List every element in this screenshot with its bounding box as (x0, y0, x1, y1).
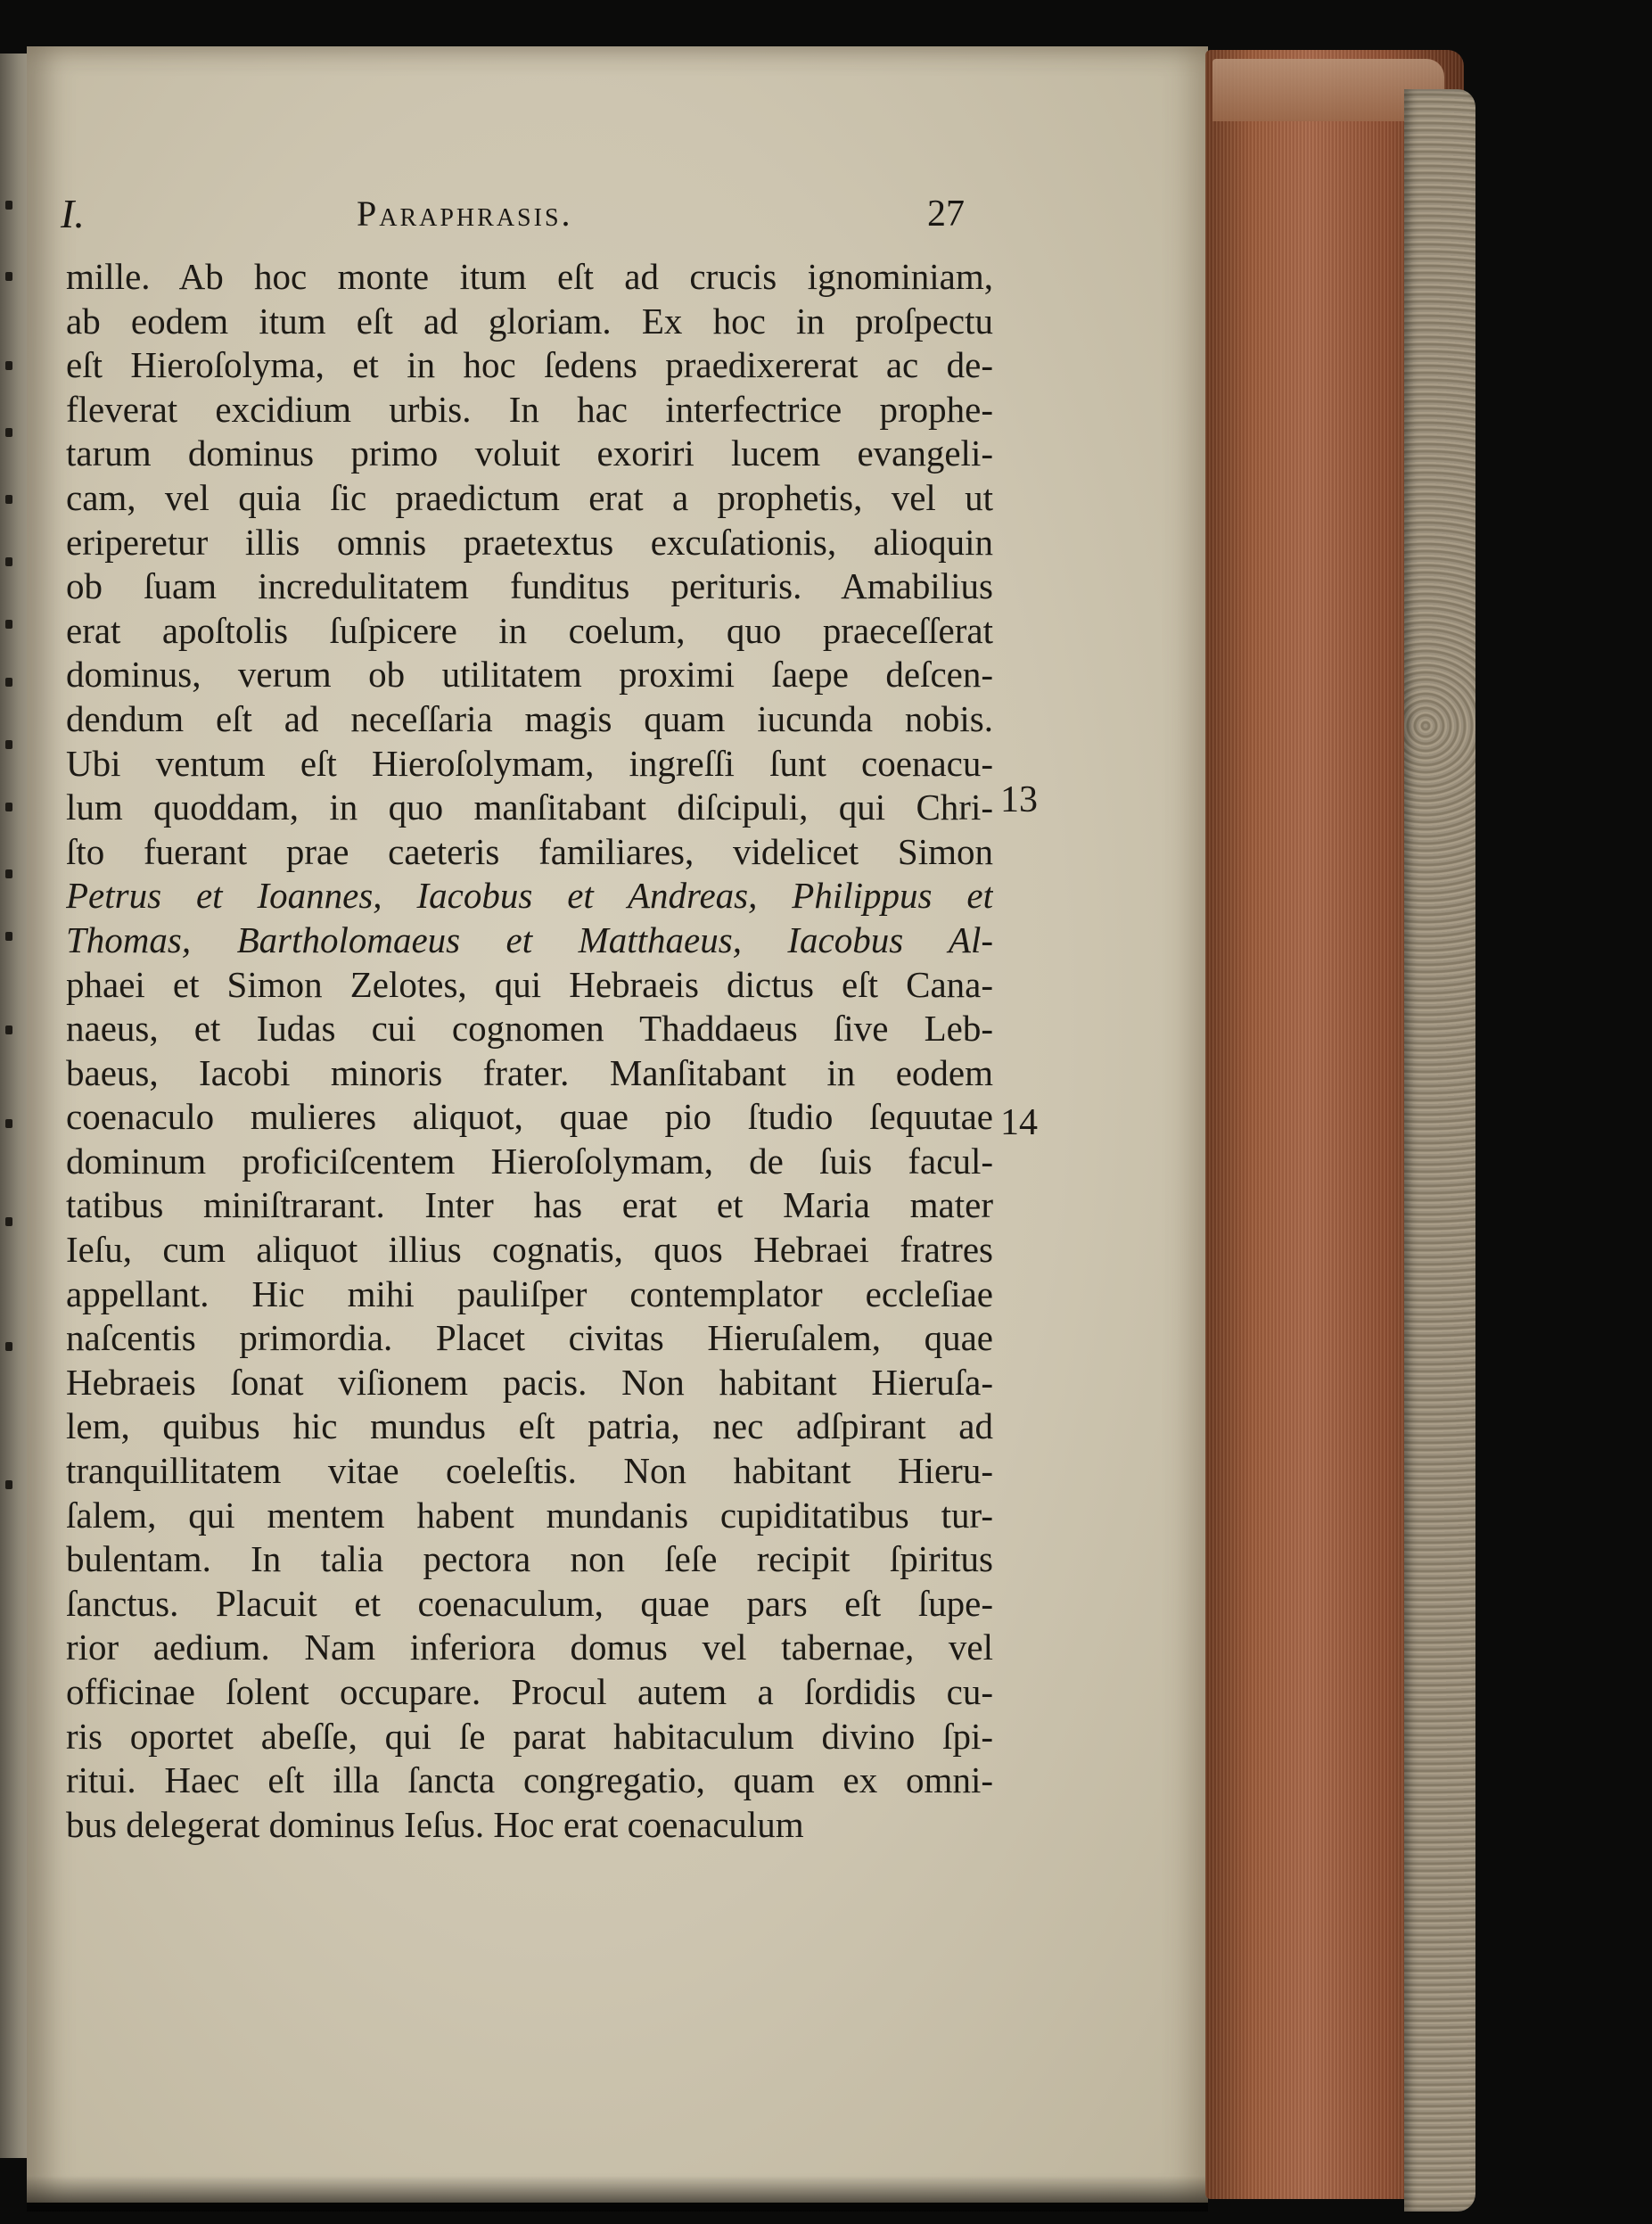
text-line: coenaculo mulieres aliquot, quae pio ſtudio ſequutae (66, 1096, 993, 1138)
text-line: fleverat excidium urbis. In hac interfectrice prophe- (66, 388, 993, 430)
text-line: mille. Ab hoc monte itum eſt ad crucis ignominiam, (66, 256, 993, 297)
verse-number: 14 (1000, 1102, 1038, 1143)
text-line: officinae ſolent occupare. Procul autem a ſordidis cu- (66, 1671, 993, 1712)
text-line: ſanctus. Placuit et coenaculum, quae pars eſt ſupe- (66, 1582, 993, 1624)
text-line: ritui. Haec eſt illa ſancta congregatio, quam ex omni- (66, 1759, 993, 1801)
text-line: ſalem, qui mentem habent mundanis cupiditatibus tur- (66, 1494, 993, 1536)
text-line: ob ſuam incredulitatem funditus perituris. Amabilius (66, 565, 993, 607)
text-line: phaei et Simon Zelotes, qui Hebraeis dictus eſt Cana- (66, 963, 993, 1005)
text-line: erat apoſtolis ſuſpicere in coelum, quo praeceſſerat (66, 609, 993, 651)
text-line: ris oportet abeſſe, qui ſe parat habitaculum divino ſpi- (66, 1715, 993, 1757)
text-line: Ubi ventum eſt Hieroſolymam, ingreſſi ſunt coenacu- (66, 742, 993, 784)
text-line: lem, quibus hic mundus eſt patria, nec adſpirant ad (66, 1405, 993, 1447)
chapter-number: I. (61, 191, 85, 236)
text-line: Ieſu, cum aliquot illius cognatis, quos Hebraei fratres (66, 1229, 993, 1271)
running-header (0, 189, 1652, 243)
text-line: dominum proficiſcentem Hieroſolymam, de ſuis facul- (66, 1140, 993, 1182)
verse-number: 13 (1000, 779, 1038, 820)
main-text (66, 255, 993, 1847)
text-line: cam, vel quia ſic praedictum erat a prophetis, vel ut (66, 476, 993, 518)
text-line: naeus, et Iudas cui cognomen Thaddaeus ſive Leb- (66, 1008, 993, 1050)
text-line: Hebraeis ſonat viſionem pacis. Non habitant Hieruſa- (66, 1361, 993, 1403)
page-bottom-shadow (27, 2176, 1208, 2212)
text-line: ſto fuerant prae caeteris familiares, videlicet Simon (66, 830, 993, 872)
text-line: naſcentis primordia. Placet civitas Hieruſalem, quae (66, 1317, 993, 1359)
text-line: baeus, Iacobi minoris frater. Manſitabant in eodem (66, 1051, 993, 1093)
text-line: tatibus miniſtrarant. Inter has erat et Maria mater (66, 1184, 993, 1226)
text-line: rior aedium. Nam inferiora domus vel tabernae, vel (66, 1627, 993, 1668)
text-line: lum quoddam, in quo manſitabant diſcipuli, qui Chri- (66, 787, 993, 828)
text-line: bus delegerat dominus Ieſus. Hoc erat coenaculum (66, 1803, 804, 1845)
text-line: eſt Hieroſolyma, et in hoc ſedens praedixererat ac de- (66, 344, 993, 386)
text-line: dendum eſt ad neceſſaria magis quam iucunda nobis. (66, 697, 993, 739)
text-line: bulentam. In talia pectora non ſeſe recipit ſpiritus (66, 1538, 993, 1580)
text-line: tarum dominus primo voluit exoriri lucem evangeli- (66, 432, 993, 474)
text-line: dominus, verum ob utilitatem proximi ſaepe deſcen- (66, 654, 993, 696)
text-line: eriperetur illis omnis praetextus excuſationis, alioquin (66, 521, 993, 563)
text-line: ab eodem itum eſt ad gloriam. Ex hoc in proſpectu (66, 300, 993, 342)
text-line: Thomas, Bartholomaeus et Matthaeus, Iacobus Al- (66, 918, 993, 960)
book-cover (1404, 89, 1475, 2212)
running-title: Paraphrasis. (357, 194, 573, 234)
page-number: 27 (927, 194, 965, 235)
text-line: appellant. Hic mihi pauliſper contemplator eccleſiae (66, 1273, 993, 1314)
text-line: tranquillitatem vitae coeleſtis. Non habitant Hieru- (66, 1450, 993, 1492)
text-line: Petrus et Ioannes, Iacobus et Andreas, Philippus et (66, 875, 993, 917)
